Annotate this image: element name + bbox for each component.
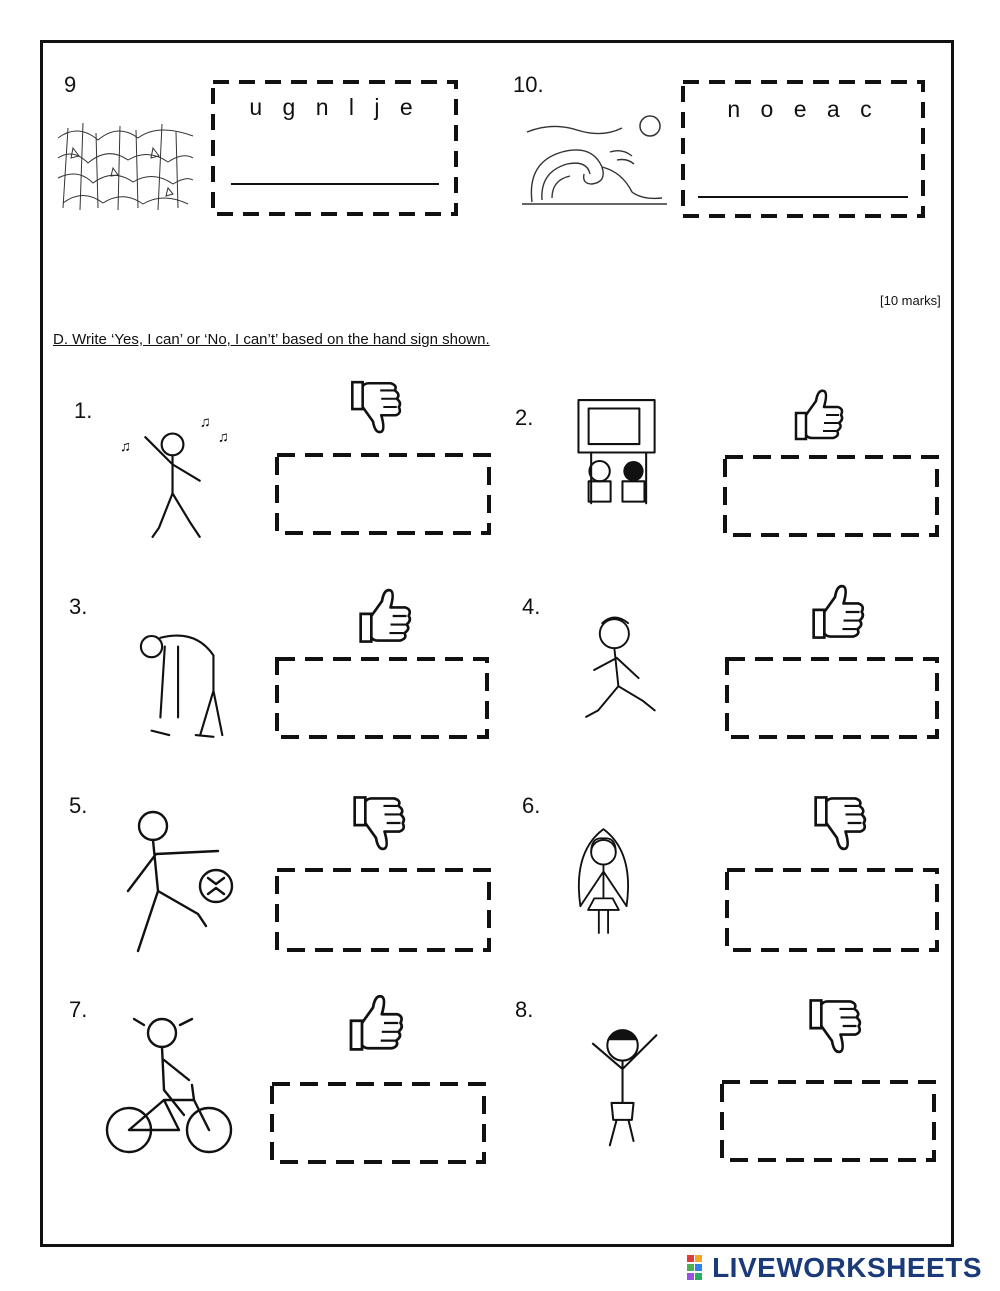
item-10-number: 10. bbox=[513, 72, 544, 97]
svg-text:♫: ♫ bbox=[217, 429, 229, 446]
answer-input-4[interactable] bbox=[737, 671, 927, 725]
answer-input-3[interactable] bbox=[287, 671, 477, 725]
thumbs-up-icon bbox=[350, 582, 414, 650]
item-7-number: 7. bbox=[69, 997, 88, 1022]
item-9-number: 9 bbox=[64, 72, 77, 97]
answer-box-7[interactable] bbox=[270, 1082, 486, 1164]
answer-input-7[interactable] bbox=[282, 1096, 474, 1150]
answer-box-4[interactable] bbox=[725, 657, 939, 739]
item-8-number: 8. bbox=[515, 997, 534, 1022]
thumbs-up-icon bbox=[803, 578, 867, 646]
thumbs-down-icon bbox=[800, 990, 864, 1062]
item-4-number: 4. bbox=[522, 594, 541, 619]
answer-box-10[interactable] bbox=[681, 80, 925, 218]
answer-input-2[interactable] bbox=[735, 469, 927, 523]
logo-blocks-icon bbox=[686, 1254, 712, 1282]
item-6-number: 6. bbox=[522, 793, 541, 818]
answer-line-10[interactable] bbox=[698, 196, 908, 198]
item-3-number: 3. bbox=[69, 594, 88, 619]
item-5-number: 5. bbox=[69, 793, 88, 818]
touch-toes-picture bbox=[125, 608, 240, 756]
liveworksheets-logo bbox=[686, 1252, 982, 1284]
thumbs-down-icon bbox=[344, 785, 408, 861]
watch-tv-picture bbox=[570, 392, 680, 530]
marks-label: [10 marks] bbox=[880, 293, 941, 308]
answer-box-6[interactable] bbox=[725, 868, 939, 952]
section-d-instruction: D. Write ‘Yes, I can’ or ‘No, I can’t’ based on the hand sign shown. bbox=[53, 331, 490, 348]
skip-rope-picture bbox=[565, 808, 665, 958]
jungle-picture bbox=[58, 118, 193, 213]
answer-input-5[interactable] bbox=[287, 882, 479, 938]
item-1-number: 1. bbox=[74, 398, 93, 423]
answer-box-3[interactable] bbox=[275, 657, 489, 739]
answer-box-1[interactable] bbox=[275, 453, 491, 535]
answer-box-9[interactable] bbox=[211, 80, 458, 216]
ocean-picture bbox=[522, 112, 667, 208]
kick-ball-picture bbox=[108, 792, 238, 960]
answer-box-2[interactable] bbox=[723, 455, 939, 537]
answer-box-5[interactable] bbox=[275, 868, 491, 952]
run-picture bbox=[578, 595, 683, 745]
answer-input-8[interactable] bbox=[732, 1094, 924, 1148]
answer-box-8[interactable] bbox=[720, 1080, 936, 1162]
answer-line-9[interactable] bbox=[231, 183, 439, 185]
thumbs-down-icon bbox=[805, 785, 869, 861]
svg-text:♫: ♫ bbox=[199, 414, 211, 431]
scrambled-word-10: n o e a c bbox=[727, 96, 879, 122]
dance-picture bbox=[98, 410, 238, 555]
thumbs-down-icon bbox=[342, 372, 404, 442]
jump-picture bbox=[576, 1005, 686, 1167]
answer-input-1[interactable] bbox=[287, 467, 479, 521]
ride-bike-picture bbox=[104, 1005, 234, 1165]
thumbs-up-icon bbox=[782, 385, 850, 445]
scrambled-word-9: u g n l j e bbox=[249, 94, 420, 120]
item-2-number: 2. bbox=[515, 405, 534, 430]
answer-input-6[interactable] bbox=[737, 882, 927, 938]
thumbs-up-icon bbox=[340, 988, 406, 1058]
logo-text: LIVEWORKSHEETS bbox=[712, 1252, 982, 1283]
svg-text:♫: ♫ bbox=[119, 438, 131, 455]
